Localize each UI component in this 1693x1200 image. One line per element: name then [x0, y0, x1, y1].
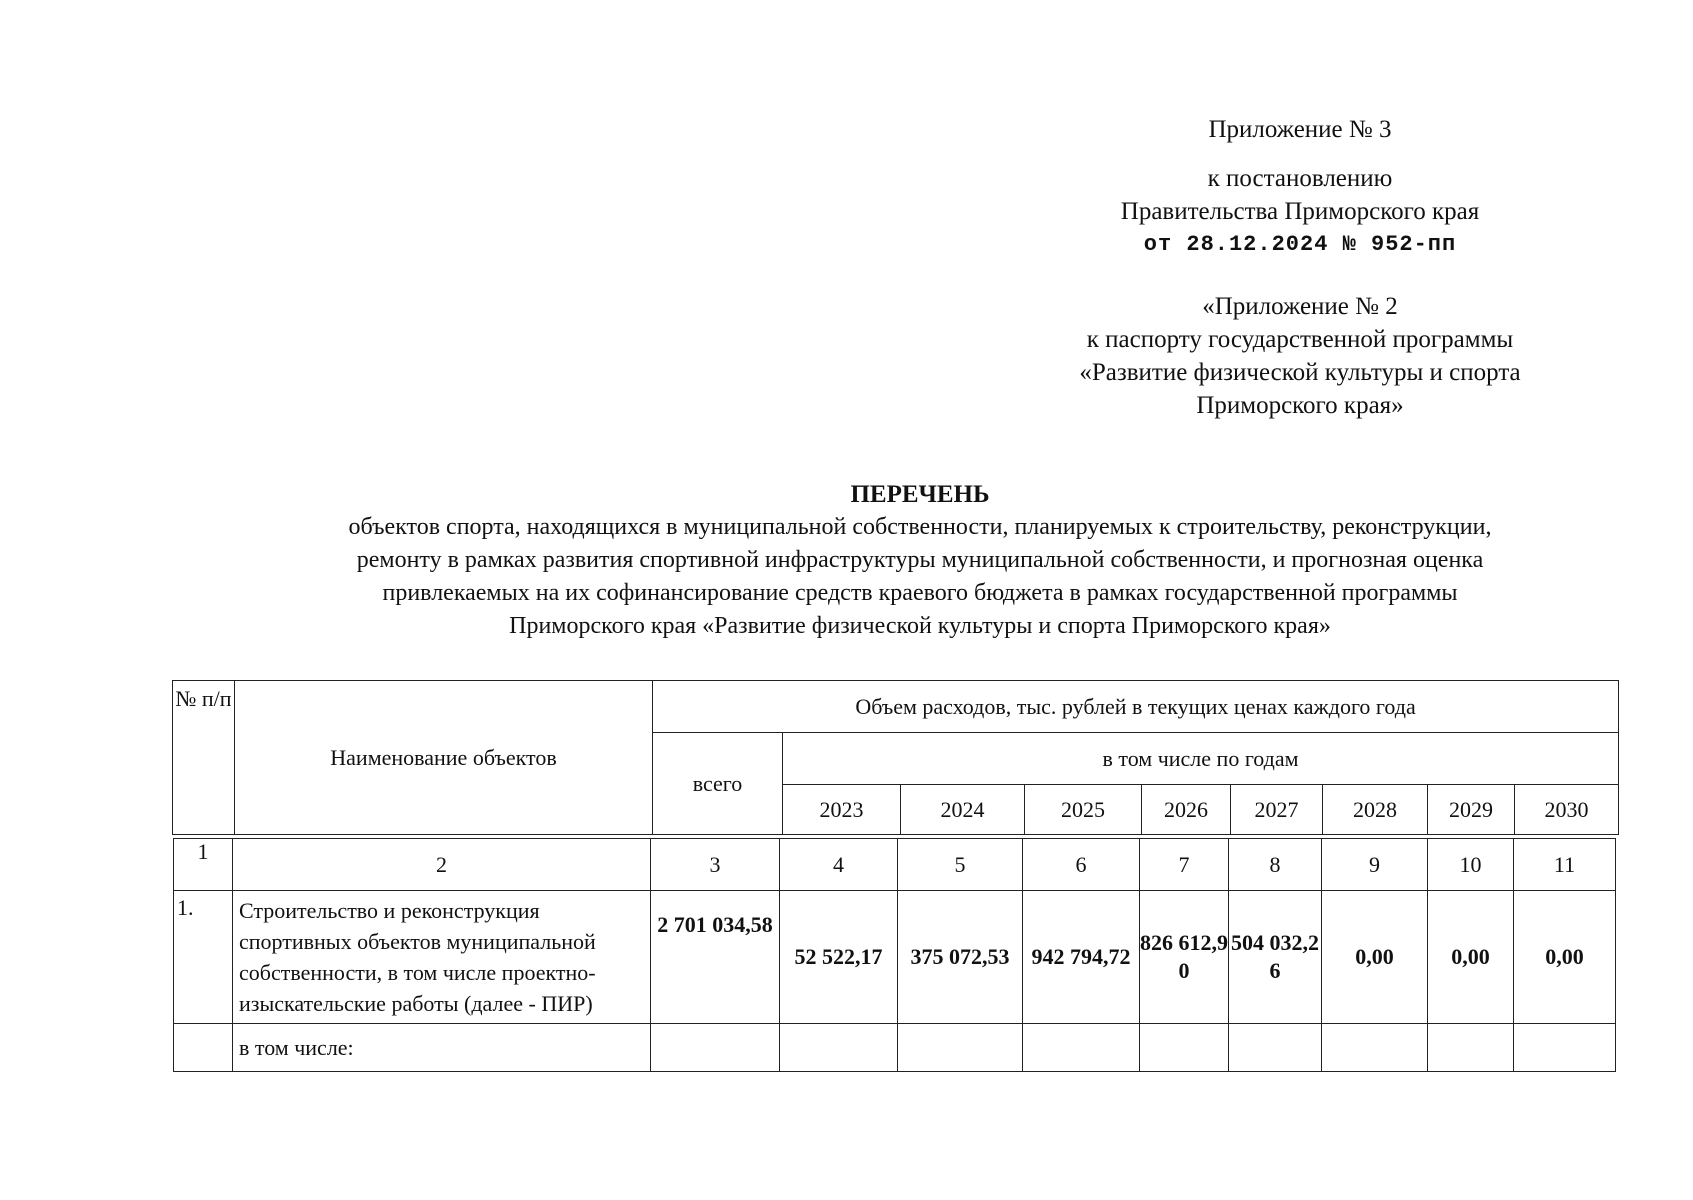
row-number: 1. — [174, 891, 233, 1024]
header-year: 2023 — [783, 785, 901, 835]
row-name: в том числе: — [233, 1024, 651, 1072]
column-number: 5 — [898, 839, 1023, 891]
row-total — [651, 1024, 780, 1072]
appendix-line-2: Правительства Приморского края — [1120, 198, 1480, 225]
column-number: 6 — [1023, 839, 1140, 891]
table-row — [174, 891, 1616, 1024]
row-value: 375 072,53 — [898, 891, 1023, 1024]
row-value: 504 032,26 — [1229, 891, 1322, 1024]
column-number: 9 — [1322, 839, 1428, 891]
row-value: 942 794,72 — [1023, 891, 1140, 1024]
document-main-title: ПЕРЕЧЕНЬ — [850, 481, 990, 508]
document-title-line-1: объектов спорта, находящихся в муниципальной собственности, планируемых к строительству, реконструкции, — [348, 514, 1492, 540]
column-number: 11 — [1514, 839, 1616, 891]
row-value: 0,00 — [1428, 891, 1514, 1024]
table-row — [174, 1024, 1616, 1072]
row-value — [1322, 1024, 1428, 1072]
row-value: 52 522,17 — [780, 891, 898, 1024]
row-value — [898, 1024, 1023, 1072]
document-title-line-3: привлекаемых на их софинансирование средств краевого бюджета в рамках государственной программы — [382, 580, 1458, 606]
header-year: 2026 — [1142, 785, 1231, 835]
column-number: 7 — [1140, 839, 1229, 891]
row-value: 826 612,90 — [1140, 891, 1229, 1024]
column-number: 3 — [651, 839, 780, 891]
row-number — [174, 1024, 233, 1072]
column-number: 10 — [1428, 839, 1514, 891]
previous-appendix-header — [1000, 290, 1600, 422]
appendix-title: Приложение № 3 — [1208, 116, 1392, 143]
row-value — [780, 1024, 898, 1072]
column-number: 1 — [174, 839, 233, 891]
appendix-header — [1000, 113, 1600, 261]
header-year: 2030 — [1515, 785, 1619, 835]
row-value — [1428, 1024, 1514, 1072]
row-value — [1514, 1024, 1616, 1072]
previous-appendix-title: «Приложение № 2 — [1202, 293, 1398, 320]
header-name: Наименование объектов — [235, 681, 653, 835]
previous-appendix-line-3: Приморского края» — [1196, 392, 1404, 419]
decree-date-line: от 28.12.2024 № 952-пп — [1143, 232, 1457, 257]
document-title — [180, 478, 1660, 643]
row-value — [1023, 1024, 1140, 1072]
previous-appendix-line-1: к паспорту государственной программы — [1086, 326, 1514, 353]
header-number: № п/п — [173, 681, 235, 835]
document-title-line-4: Приморского края «Развитие физической культуры и спорта Приморского края» — [509, 613, 1331, 639]
row-total: 2 701 034,58 — [651, 891, 780, 1024]
column-number: 2 — [233, 839, 651, 891]
document-title-line-2: ремонту в рамках развития спортивной инфраструктуры муниципальной собственности, и прогнозная оценка — [356, 547, 1484, 573]
header-year: 2028 — [1323, 785, 1428, 835]
header-total: всего — [653, 733, 783, 835]
row-value: 0,00 — [1514, 891, 1616, 1024]
column-number: 8 — [1229, 839, 1322, 891]
header-by-years: в том числе по годам — [783, 733, 1619, 785]
column-number: 4 — [780, 839, 898, 891]
header-year: 2025 — [1025, 785, 1142, 835]
row-value — [1229, 1024, 1322, 1072]
appendix-line-1: к постановлению — [1207, 165, 1393, 192]
column-numbers-row — [174, 839, 1616, 891]
header-year: 2024 — [901, 785, 1025, 835]
row-value — [1140, 1024, 1229, 1072]
header-year: 2027 — [1231, 785, 1323, 835]
header-expenses: Объем расходов, тыс. рублей в текущих ценах каждого года — [653, 681, 1619, 733]
table-body — [173, 838, 1616, 1072]
previous-appendix-line-2: «Развитие физической культуры и спорта — [1079, 359, 1521, 386]
row-value: 0,00 — [1322, 891, 1428, 1024]
row-name: Строительство и реконструкция спортивных объектов муниципальной собственности, в том числе проектно-изыскательские работы (далее - ПИР) — [233, 891, 651, 1024]
header-year: 2029 — [1428, 785, 1515, 835]
table-header — [172, 680, 1619, 835]
